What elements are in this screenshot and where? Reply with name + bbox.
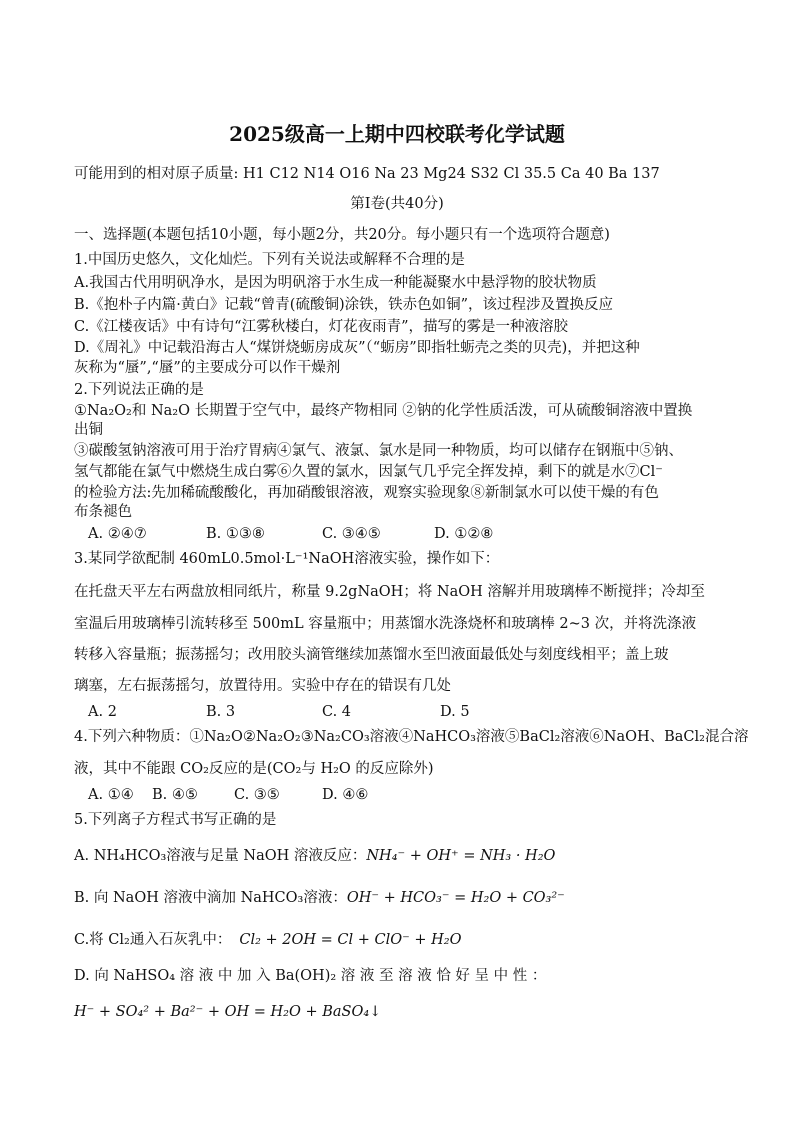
q2-choice-d: D. ①②⑧: [434, 526, 494, 542]
q1-option-c: C.《江楼夜话》中有诗句“江雾秋楼白，灯花夜雨青”，描写的雾是一种液溶胶: [74, 319, 569, 335]
q2-stem: 2.下列说法正确的是: [74, 382, 204, 398]
q4-line2: 液，其中不能跟 CO₂反应的是(CO₂与 H₂O 的反应除外): [74, 761, 434, 777]
q3-line1: 在托盘天平左右两盘放相同纸片，称量 9.2gNaOH；将 NaOH 溶解并用玻璃棒不断搅拌；冷却至: [74, 584, 705, 600]
q5-option-a-equation: NH₄⁻ + OH⁺ = NH₃ · H₂O: [366, 848, 556, 864]
q4-choice-c: C. ③⑤: [234, 787, 280, 803]
q5-stem: 5.下列离子方程式书写正确的是: [74, 812, 277, 828]
q2-choice-b: B. ①③⑧: [206, 526, 265, 542]
q5-option-d-text: D. 向 NaHSO₄ 溶 液 中 加 入 Ba(OH)₂ 溶 液 至 溶 液 恰 好 呈 中 性 ：: [74, 968, 547, 984]
q2-line5: 的检验方法:先加稀硫酸酸化，再加硝酸银溶液，观察实验现象⑧新制氯水可以使干燥的有色: [74, 485, 659, 501]
q2-line3: ③碳酸氢钠溶液可用于治疗胃病④氯气、液氯、氯水是同一种物质，均可以储存在钢瓶中⑤钠、: [74, 443, 683, 459]
section-heading: 一、选择题(本题包括10小题，每小题2分，共20分。每小题只有一个选项符合题意): [74, 227, 610, 243]
q5-option-b-equation: OH⁻ + HCO₃⁻ = H₂O + CO₃²⁻: [346, 890, 565, 906]
q2-choice-a: A. ②④⑦: [88, 526, 147, 542]
q5-option-a-text: A. NH₄HCO₃溶液与足量 NaOH 溶液反应：: [74, 848, 367, 864]
q2-line6: 布条褪色: [74, 504, 132, 520]
q5-option-c-equation: Cl₂ + 2OH = Cl + ClO⁻ + H₂O: [239, 932, 462, 948]
q5-option-a: [74, 846, 555, 866]
q2-line1: ①Na₂O₂和 Na₂O 长期置于空气中，最终产物相同 ②钠的化学性质活泼，可从硫酸铜溶液中置换: [74, 403, 693, 419]
q1-stem: 1.中国历史悠久，文化灿烂。下列有关说法或解释不合理的是: [74, 252, 465, 268]
q2-line2: 出铜: [74, 422, 103, 438]
q2-line4: 氢气都能在氯气中燃烧生成白雾⑥久置的氯水，因氯气几乎完全挥发掉，剩下的就是水⑦Cl⁻: [74, 464, 663, 480]
q3-choice-a: A. 2: [88, 704, 117, 720]
q4-choice-d: D. ④⑥: [322, 787, 369, 803]
q3-line2: 室温后用玻璃棒引流转移至 500mL 容量瓶中；用蒸馏水洗涤烧杯和玻璃棒 2~3 次，并将洗涤液: [74, 616, 697, 632]
q5-option-c: [74, 930, 461, 950]
q4-options: [88, 785, 368, 805]
q4-stem: 4.下列六种物质：①Na₂O②Na₂O₂③Na₂CO₃溶液④NaHCO₃溶液⑤BaCl₂溶液⑥NaOH、BaCl₂混合溶: [74, 729, 749, 745]
atomic-masses: 可能用到的相对原子质量: H1 C12 N14 O16 Na 23 Mg24 S32 Cl 35.5 Ca 40 Ba 137: [74, 166, 660, 182]
q1-option-d-line2: 灰称为“蜃”,“蜃”的主要成分可以作干燥剂: [74, 360, 341, 376]
q5-option-b: [74, 888, 565, 908]
q3-choice-c: C. 4: [322, 704, 352, 720]
q4-choice-a: A. ①④: [88, 787, 134, 803]
q5-option-b-text: B. 向 NaOH 溶液中滴加 NaHCO₃溶液：: [74, 890, 347, 906]
q3-line4: 璃塞，左右振荡摇匀，放置待用。实验中存在的错误有几处: [74, 678, 451, 694]
q2-choice-c: C. ③④⑤: [322, 526, 381, 542]
q1-option-d-line1: D.《周礼》中记载沿海古人“煤饼烧蛎房成灰”（“蛎房”即指牡蛎壳之类的贝壳)，并把这种: [74, 340, 640, 356]
q3-choice-b: B. 3: [206, 704, 236, 720]
q3-choice-d: D. 5: [440, 704, 470, 720]
q1-option-a: A.我国古代用明矾净水，是因为明矾溶于水生成一种能凝聚水中悬浮物的胶状物质: [74, 275, 597, 291]
exam-title: 2025级高一上期中四校联考化学试题: [229, 122, 565, 146]
q3-options: [88, 702, 470, 722]
q1-option-b: B.《抱朴子内篇·黄白》记载“曾青(硫酸铜)涂铁，铁赤色如铜”，该过程涉及置换反应: [74, 297, 614, 313]
q3-stem: 3.某同学欲配制 460mL0.5mol·L⁻¹NaOH溶液实验，操作如下：: [74, 551, 500, 567]
q2-options: [88, 524, 493, 544]
q3-line3: 转移入容量瓶；振荡摇匀；改用胶头滴管继续加蒸馏水至凹液面最低处与刻度线相平；盖上玻: [74, 647, 669, 663]
q5-option-c-text: C.将 Cl₂通入石灰乳中：: [74, 932, 232, 948]
volume-heading: 第Ⅰ卷(共40分): [350, 196, 444, 212]
q5-option-d-equation: H⁻ + SO₄² + Ba²⁻ + OH = H₂O + BaSO₄↓: [74, 1004, 382, 1020]
q4-choice-b: B. ④⑤: [152, 787, 198, 803]
